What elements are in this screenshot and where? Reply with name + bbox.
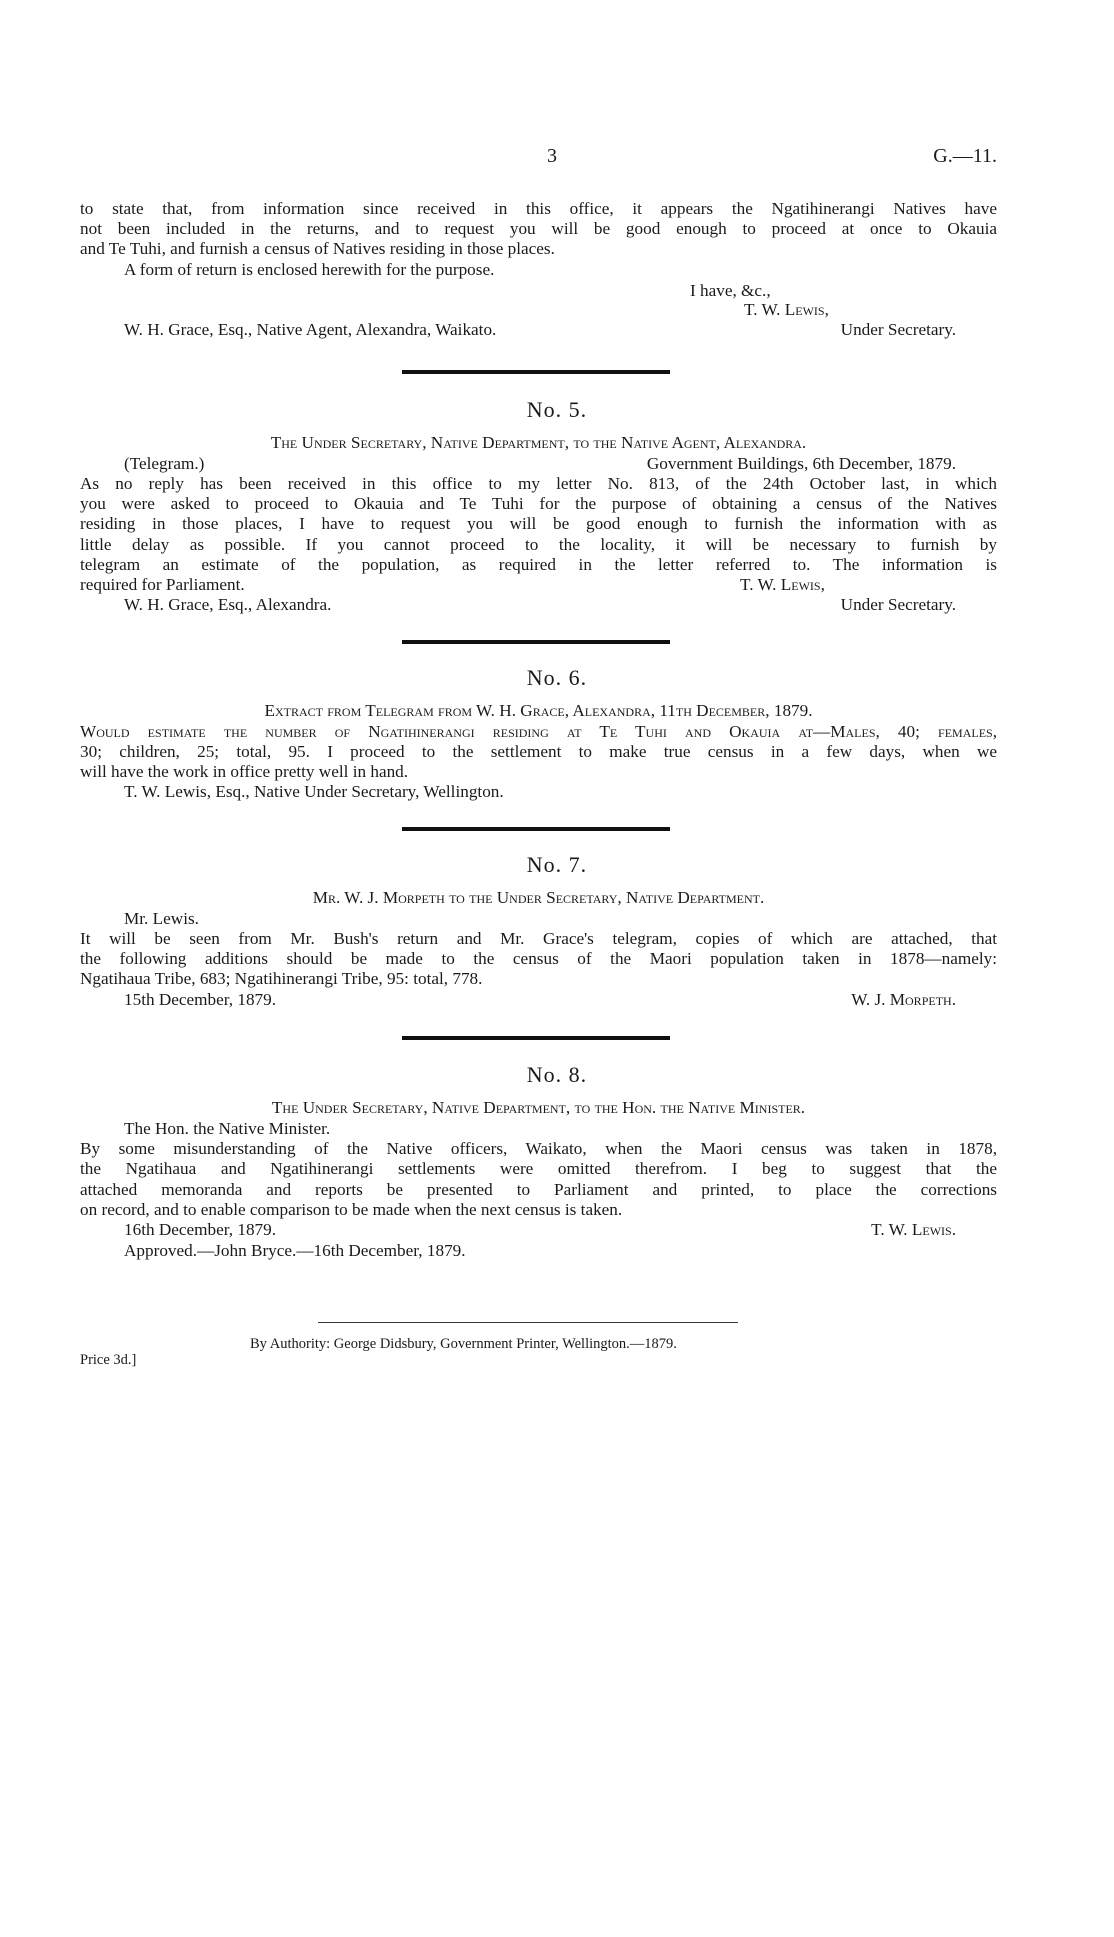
no5-telegram: (Telegram.) [124, 454, 205, 473]
no8-line-2: the Ngatihaua and Ngatihinerangi settlements were omitted therefrom. I beg to suggest that the [80, 1159, 997, 1178]
no8-line-3: attached memoranda and reports be presented to Parliament and printed, to place the corrections [80, 1180, 997, 1199]
no8-date: 16th December, 1879. [124, 1220, 277, 1239]
no5-signer-title: Under Secretary. [840, 595, 956, 614]
section-divider [402, 370, 670, 374]
no8-approved: Approved.—John Bryce.—16th December, 1879. [124, 1241, 466, 1260]
no6-line-1: Would estimate the number of Ngatihinerangi residing at Te Tuhi and Okauia at—Males, 40; females, [80, 722, 997, 741]
footer-price: Price 3d.] [80, 1352, 137, 1368]
no8-heading: The Under Secretary, Native Department, to the Hon. the Native Minister. [271, 1098, 806, 1117]
intro-line-3: and Te Tuhi, and furnish a census of Natives residing in those places. [80, 239, 555, 258]
no5-number: No. 5. [526, 397, 588, 422]
no5-line-2: you were asked to proceed to Okauia and Te Tuhi for the purpose of obtaining a census of the Natives [80, 494, 997, 513]
no7-line-2: the following additions should be made to the census of the Maori population taken in 1878—namely: [80, 949, 997, 968]
no6-line-3: will have the work in office pretty well in hand. [80, 762, 409, 781]
section-divider [402, 1036, 670, 1040]
intro-signer-title: Under Secretary. [840, 320, 956, 339]
no7-heading: Mr. W. J. Morpeth to the Under Secretary, Native Department. [312, 888, 765, 907]
intro-line-2: not been included in the returns, and to request you will be good enough to proceed at once to Okauia [80, 219, 997, 238]
no8-salutation: The Hon. the Native Minister. [124, 1119, 331, 1138]
no7-number: No. 7. [526, 852, 588, 877]
no7-signer: W. J. Morpeth. [851, 990, 956, 1009]
no7-line-3: Ngatihaua Tribe, 683; Ngatihinerangi Tribe, 95: total, 778. [80, 969, 483, 988]
document-reference: G.—11. [933, 145, 997, 167]
intro-closing: I have, &c., [690, 281, 771, 300]
footer-rule [318, 1322, 738, 1323]
no8-signer: T. W. Lewis. [871, 1220, 956, 1239]
no7-salutation: Mr. Lewis. [124, 909, 199, 928]
no8-line-1: By some misunderstanding of the Native officers, Waikato, when the Maori census was taken in 1878, [80, 1139, 997, 1158]
intro-line-1: to state that, from information since received in this office, it appears the Ngatihinerangi Natives have [80, 199, 997, 218]
no6-line-2: 30; children, 25; total, 95. I proceed to the settlement to make true census in a few days, when we [80, 742, 997, 761]
intro-addressee: W. H. Grace, Esq., Native Agent, Alexandra, Waikato. [124, 320, 497, 339]
no5-dateline: Government Buildings, 6th December, 1879. [646, 454, 956, 473]
no5-line-5: telegram an estimate of the population, as required in the letter referred to. The information is [80, 555, 997, 574]
no7-line-1: It will be seen from Mr. Bush's return and Mr. Grace's telegram, copies of which are attached, that [80, 929, 997, 948]
no5-heading: The Under Secretary, Native Department, to the Native Agent, Alexandra. [270, 433, 807, 452]
no8-number: No. 8. [526, 1062, 588, 1087]
no6-addressee: T. W. Lewis, Esq., Native Under Secretary, Wellington. [124, 782, 504, 801]
no5-line-1: As no reply has been received in this office to my letter No. 813, of the 24th October last, in which [80, 474, 997, 493]
no5-line-6: required for Parliament. [80, 575, 245, 594]
no5-line-4: little delay as possible. If you cannot proceed to the locality, it will be necessary to furnish by [80, 535, 997, 554]
intro-signer: T. W. Lewis, [744, 300, 829, 319]
section-divider [402, 640, 670, 644]
intro-line-4: A form of return is enclosed herewith for the purpose. [124, 260, 495, 279]
no7-date: 15th December, 1879. [124, 990, 277, 1009]
no6-heading: Extract from Telegram from W. H. Grace, Alexandra, 11th December, 1879. [264, 701, 813, 720]
no5-addressee: W. H. Grace, Esq., Alexandra. [124, 595, 332, 614]
footer-authority: By Authority: George Didsbury, Government Printer, Wellington.—1879. [250, 1336, 677, 1352]
no8-line-4: on record, and to enable comparison to be made when the next census is taken. [80, 1200, 623, 1219]
no6-number: No. 6. [526, 665, 588, 690]
section-divider [402, 827, 670, 831]
no5-line-3: residing in those places, I have to request you will be good enough to furnish the information with as [80, 514, 997, 533]
page-number: 3 [547, 145, 557, 167]
no5-signer: T. W. Lewis, [740, 575, 825, 594]
